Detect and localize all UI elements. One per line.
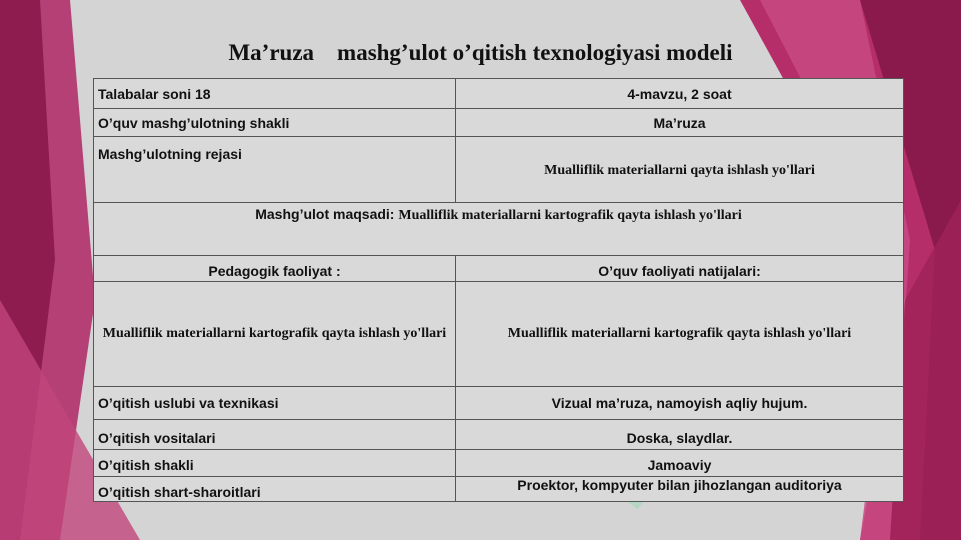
conditions-label: O’qitish shart-sharoitlari	[94, 477, 456, 502]
results-value: Mualliflik materiallarni kartografik qayta ishlash yo'llari	[456, 282, 904, 387]
method-label: O’qitish uslubi va texnikasi	[94, 387, 456, 420]
students-value: 4-mavzu, 2 soat	[456, 79, 904, 109]
table-row	[94, 203, 904, 256]
results-label: O’quv faoliyati natijalari:	[456, 256, 904, 282]
goal-label: Mashg’ulot maqsadi:	[255, 206, 395, 222]
shape-label: O’qitish shakli	[94, 450, 456, 477]
table-row	[94, 282, 904, 387]
plan-label: Mashg’ulotning rejasi	[94, 137, 456, 203]
tools-label: O’qitish vositalari	[94, 420, 456, 450]
form-value: Ma’ruza	[456, 109, 904, 137]
pedagogical-value: Mualliflik materiallarni kartografik qayta ishlash yo'llari	[94, 282, 456, 387]
table-row	[94, 450, 904, 477]
table-row	[94, 109, 904, 137]
pedagogical-label: Pedagogik faoliyat :	[94, 256, 456, 282]
table-row	[94, 387, 904, 420]
tools-value: Doska, slaydlar.	[456, 420, 904, 450]
students-label: Talabalar soni 18	[94, 79, 456, 109]
goal-cell	[94, 203, 904, 256]
table-row	[94, 420, 904, 450]
table-row	[94, 79, 904, 109]
table-row	[94, 137, 904, 203]
plan-value: Mualliflik materiallarni qayta ishlash yo'llari	[456, 137, 904, 203]
shape-value: Jamoaviy	[456, 450, 904, 477]
method-value: Vizual ma’ruza, namoyish aqliy hujum.	[456, 387, 904, 420]
lesson-model-table	[93, 78, 904, 502]
form-label: O’quv mashg’ulotning shakli	[94, 109, 456, 137]
table-row	[94, 477, 904, 502]
table-row	[94, 256, 904, 282]
conditions-value: Proektor, kompyuter bilan jihozlangan auditoriya	[456, 477, 904, 502]
goal-value: Mualliflik materiallarni kartografik qayta ishlash yo'llari	[398, 208, 742, 223]
slide-title: Ma’ruza mashg’ulot o’qitish texnologiyasi modeli	[228, 40, 733, 65]
